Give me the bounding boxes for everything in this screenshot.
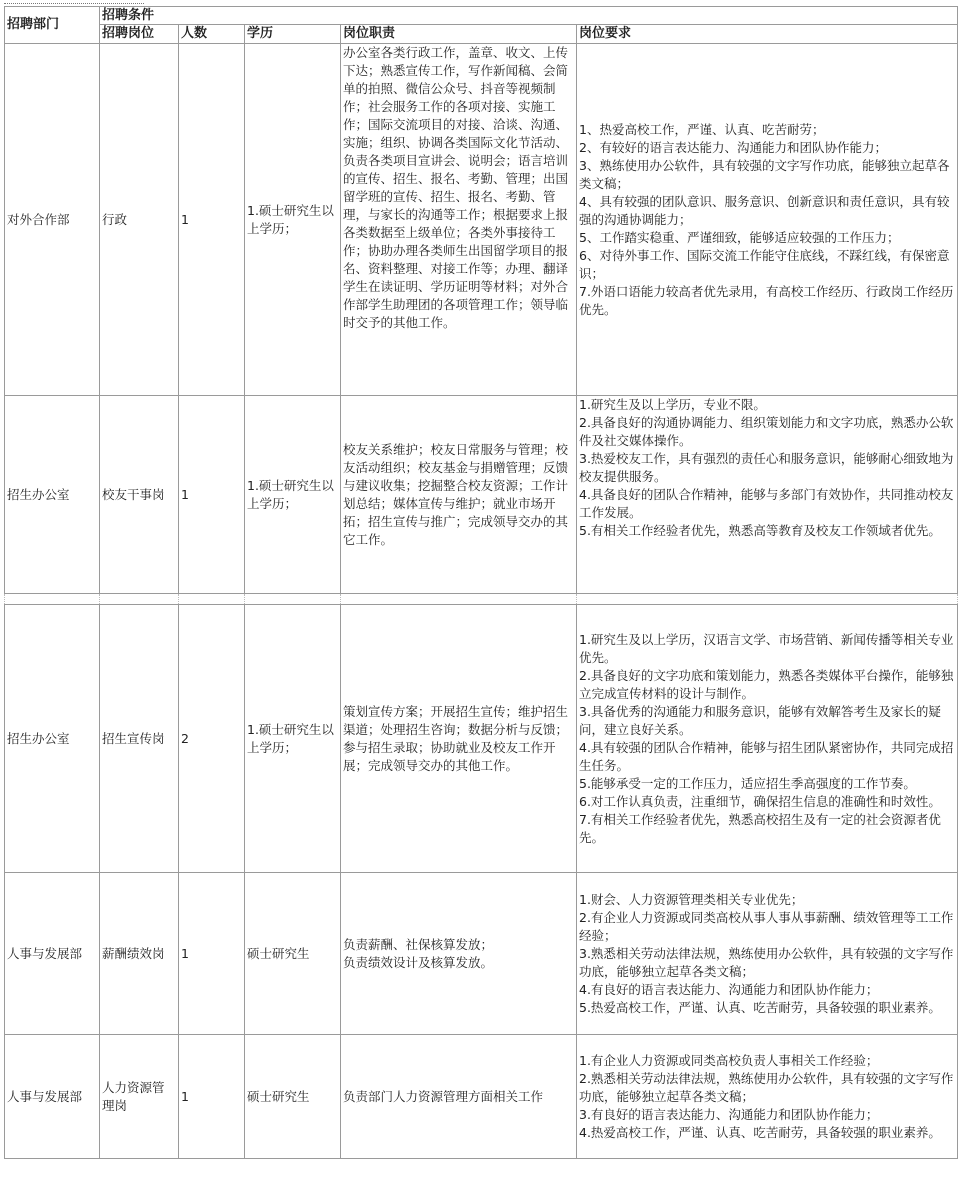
requirement-item: 1.有企业人力资源或同类高校负责人事相关工作经验； bbox=[579, 1052, 879, 1068]
requirement-item: 4、具有较强的团队意识、服务意识、创新意识和责任意识，具有较强的沟通协调能力； bbox=[579, 193, 950, 227]
requirement-item: 7.外语口语能力较高者优先录用，有高校工作经历、行政岗工作经历优先。 bbox=[579, 283, 954, 317]
cell-duties: 校友关系维护；校友日常服务与管理；校友活动组织；校友基金与捐赠管理；反馈与建议收集；挖掘整合校友资源；工作计划总结；媒体宣传与维护；就业市场开拓；招生宣传与推广；完成领导交办的其它工作。 bbox=[341, 396, 577, 594]
cell-dept: 人事与发展部 bbox=[5, 1035, 100, 1159]
requirement-item: 1.研究生及以上学历，汉语言文学、市场营销、新闻传播等相关专业优先。 bbox=[579, 631, 954, 665]
requirement-item: 6、对待外事工作、国际交流工作能守住底线，不踩红线，有保密意识； bbox=[579, 247, 950, 281]
requirement-item: 2.有企业人力资源或同类高校从事人事从事薪酬、绩效管理等工工作经验； bbox=[579, 909, 954, 943]
cell-education: 硕士研究生 bbox=[245, 1035, 341, 1159]
requirement-item: 5、工作踏实稳重、严谨细致，能够适应较强的工作压力； bbox=[579, 229, 900, 245]
recruitment-table bbox=[4, 6, 958, 1159]
cell-count: 1 bbox=[179, 873, 245, 1035]
requirement-item: 2.熟悉相关劳动法律法规，熟练使用办公软件，具有较强的文字写作功底，能够独立起草各类文稿； bbox=[579, 1070, 954, 1104]
requirement-item: 5.热爱高校工作，严谨、认真、吃苦耐劳，具备较强的职业素养。 bbox=[579, 999, 941, 1015]
cell-duties: 办公室各类行政工作，盖章、收文、上传下达；熟悉宣传工作，写作新闻稿、会简单的拍照、微信公众号、抖音等视频制作；社会服务工作的各项对接、实施工作；国际交流项目的对接、洽谈、沟通、实施；组织、协调各类国际文化节活动、负责各类项目宣讲会、说明会；语言培训的宣传、招生、报名、考勤、管理；出国留学班的宣传、招生、报名、考勤、管理，与家长的沟通等工作；根据要求上报各类数据至上级单位；各类外事接待工作；协助办理各类师生出国留学项目的报名、资料整理、对接工作等；办理、翻译学生在读证明、学历证明等材料；对外合作部学生助理团的各项管理工作；领导临时交予的其他工作。 bbox=[341, 44, 577, 396]
requirement-item: 2.具备良好的沟通协调能力、组织策划能力和文字功底，熟悉办公软件及社交媒体操作。 bbox=[579, 415, 954, 448]
requirement-item: 3.热爱校友工作，具有强烈的责任心和服务意识，能够耐心细致地为校友提供服务。 bbox=[579, 451, 954, 484]
duty-item: 负责绩效设计及核算发放。 bbox=[343, 954, 494, 970]
cell-count: 1 bbox=[179, 1035, 245, 1159]
header-conditions: 招聘条件 bbox=[100, 7, 958, 25]
cell-duties: 负责部门人力资源管理方面相关工作 bbox=[341, 1035, 577, 1159]
header-dept: 招聘部门 bbox=[5, 7, 100, 44]
table-row bbox=[5, 1035, 958, 1159]
header-requirements: 岗位要求 bbox=[577, 25, 958, 44]
header-education: 学历 bbox=[245, 25, 341, 44]
table-row bbox=[5, 396, 958, 594]
cell-dept: 招生办公室 bbox=[5, 396, 100, 594]
table-row bbox=[5, 873, 958, 1035]
requirement-item: 4.具有较强的团队合作精神，能够与招生团队紧密协作，共同完成招生任务。 bbox=[579, 739, 954, 773]
requirement-item: 3、熟练使用办公软件，具有较强的文字写作功底，能够独立起草各类文稿； bbox=[579, 157, 950, 191]
requirement-item: 2、有较好的语言表达能力、沟通能力和团队协作能力； bbox=[579, 139, 887, 155]
cell-requirements bbox=[577, 873, 958, 1035]
recruitment-table-container bbox=[4, 6, 957, 1159]
requirement-item: 6.对工作认真负责，注重细节，确保招生信息的准确性和时效性。 bbox=[579, 793, 941, 809]
cell-education: 1.硕士研究生以上学历； bbox=[245, 396, 341, 594]
requirement-item: 7.有相关工作经验者优先，熟悉高校招生及有一定的社会资源者优先。 bbox=[579, 811, 941, 845]
cell-count: 1 bbox=[179, 396, 245, 594]
cell-position: 人力资源管理岗 bbox=[100, 1035, 179, 1159]
cell-requirements bbox=[577, 1035, 958, 1159]
requirement-item: 2.具备良好的文字功底和策划能力，熟悉各类媒体平台操作，能够独立完成宣传材料的设计与制作。 bbox=[579, 667, 954, 701]
cell-count: 1 bbox=[179, 44, 245, 396]
requirement-item: 4.热爱高校工作，严谨、认真、吃苦耐劳，具备较强的职业素养。 bbox=[579, 1124, 941, 1140]
cell-education: 1.硕士研究生以上学历； bbox=[245, 605, 341, 873]
top-dotted-rule bbox=[4, 3, 144, 5]
cell-dept: 招生办公室 bbox=[5, 605, 100, 873]
cell-requirements bbox=[577, 396, 958, 594]
requirement-item: 5.有相关工作经验者优先，熟悉高等教育及校友工作领域者优先。 bbox=[579, 523, 941, 538]
requirement-item: 4.具备良好的团队合作精神，能够与多部门有效协作，共同推动校友工作发展。 bbox=[579, 487, 954, 520]
cell-education: 1.硕士研究生以上学历； bbox=[245, 44, 341, 396]
duty-item: 负责薪酬、社保核算发放； bbox=[343, 936, 494, 952]
requirement-item: 3.具备优秀的沟通能力和服务意识，能够有效解答考生及家长的疑问，建立良好关系。 bbox=[579, 703, 941, 737]
table-row bbox=[5, 44, 958, 396]
cell-position: 招生宣传岗 bbox=[100, 605, 179, 873]
cell-count: 2 bbox=[179, 605, 245, 873]
header-position: 招聘岗位 bbox=[100, 25, 179, 44]
cell-position: 行政 bbox=[100, 44, 179, 396]
requirement-item: 3.有良好的语言表达能力、沟通能力和团队协作能力； bbox=[579, 1106, 879, 1122]
requirement-item: 1.研究生及以上学历，专业不限。 bbox=[579, 397, 766, 412]
cell-requirements bbox=[577, 605, 958, 873]
cell-position: 薪酬绩效岗 bbox=[100, 873, 179, 1035]
cell-position: 校友干事岗 bbox=[100, 396, 179, 594]
header-duties: 岗位职责 bbox=[341, 25, 577, 44]
page-break-gap bbox=[5, 594, 958, 605]
requirement-item: 3.熟悉相关劳动法律法规，熟练使用办公软件，具有较强的文字写作功底，能够独立起草各类文稿； bbox=[579, 945, 954, 979]
cell-duties: 策划宣传方案；开展招生宣传；维护招生渠道；处理招生咨询；数据分析与反馈；参与招生录取；协助就业及校友工作开展；完成领导交办的其他工作。 bbox=[341, 605, 577, 873]
header-count: 人数 bbox=[179, 25, 245, 44]
cell-duties bbox=[341, 873, 577, 1035]
cell-dept: 人事与发展部 bbox=[5, 873, 100, 1035]
cell-requirements bbox=[577, 44, 958, 396]
table-row bbox=[5, 605, 958, 873]
requirement-item: 1.财会、人力资源管理类相关专业优先； bbox=[579, 891, 804, 907]
cell-education: 硕士研究生 bbox=[245, 873, 341, 1035]
requirement-item: 5.能够承受一定的工作压力，适应招生季高强度的工作节奏。 bbox=[579, 775, 916, 791]
cell-dept: 对外合作部 bbox=[5, 44, 100, 396]
requirement-item: 4.有良好的语言表达能力、沟通能力和团队协作能力； bbox=[579, 981, 879, 997]
requirement-item: 1、热爱高校工作，严谨、认真、吃苦耐劳； bbox=[579, 121, 825, 137]
